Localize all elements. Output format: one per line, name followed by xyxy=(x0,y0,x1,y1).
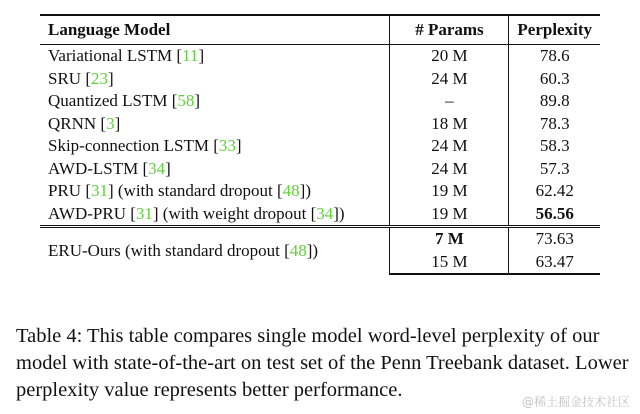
perplexity-cell: 78.6 xyxy=(539,46,570,66)
table-row xyxy=(40,135,600,158)
model-name-cell xyxy=(40,90,390,113)
model-name-cell xyxy=(40,158,390,181)
model-name-cell xyxy=(40,180,390,203)
ours-model-text: ERU-Ours (with standard dropout [ xyxy=(48,241,290,261)
perplexity-cell: 62.42 xyxy=(535,181,574,201)
table-row xyxy=(40,180,600,203)
params-cell: 24 M xyxy=(390,135,509,158)
model-name-text: ] xyxy=(114,113,121,133)
table-row-ours-1 xyxy=(40,227,600,251)
model-name-text: ] xyxy=(165,158,171,178)
table-caption: Table 4: This table compares single model word-level perplexity of our model with state-of-the-art on test set of the Penn Treebank dataset. Lower perplexity value represents better performance. xyxy=(16,325,629,401)
model-name-cell xyxy=(40,68,390,91)
header-params: # Params xyxy=(390,15,509,45)
model-name-text: ] xyxy=(198,46,205,66)
ours-body xyxy=(40,227,600,275)
model-name-text: PRU [ xyxy=(48,181,91,201)
ours-model-name xyxy=(40,227,390,275)
table-row xyxy=(40,113,600,136)
table-header-row xyxy=(40,15,600,45)
ours-params-1: 7 M xyxy=(390,227,509,251)
model-name-text: Variational LSTM [ xyxy=(48,46,183,66)
ours-citation-link[interactable]: 48 xyxy=(289,241,307,261)
model-name-text: ] xyxy=(107,68,114,88)
table-row xyxy=(40,158,600,181)
model-name-cell xyxy=(40,203,390,227)
citation-link[interactable]: 31 xyxy=(135,203,153,223)
model-name-text: Quantized LSTM [ xyxy=(48,91,178,111)
table-row xyxy=(40,45,600,68)
table-row xyxy=(40,68,600,91)
model-name-text: ]) xyxy=(299,181,311,201)
model-name-text: ]) xyxy=(333,203,345,223)
citation-link[interactable]: 33 xyxy=(218,136,236,156)
ours-perplexity-1: 73.63 xyxy=(509,227,600,251)
params-cell: 19 M xyxy=(390,203,509,227)
model-name-text: ] xyxy=(194,91,201,111)
perplexity-cell: 60.3 xyxy=(539,68,570,88)
header-perplexity: Perplexity xyxy=(509,15,600,45)
model-name-text: ] xyxy=(235,136,242,156)
results-table xyxy=(40,14,600,275)
model-name-text: SRU [ xyxy=(48,68,91,88)
citation-link[interactable]: 23 xyxy=(90,68,108,88)
citation-link[interactable]: 34 xyxy=(148,158,166,178)
model-name-cell xyxy=(40,45,390,68)
citation-link[interactable]: 11 xyxy=(182,46,199,66)
perplexity-cell: 56.56 xyxy=(535,203,574,223)
model-name-text: AWD-LSTM [ xyxy=(48,158,149,178)
model-name-text: ] (with standard dropout [ xyxy=(107,181,283,201)
ours-perplexity-2: 63.47 xyxy=(509,251,600,275)
params-cell: – xyxy=(390,90,509,113)
model-name-text: ] (with weight dropout [ xyxy=(152,203,317,223)
model-name-cell xyxy=(40,113,390,136)
params-cell: 20 M xyxy=(390,45,509,68)
perplexity-cell: 58.3 xyxy=(539,136,570,156)
results-table-container xyxy=(40,14,600,275)
params-cell: 18 M xyxy=(390,113,509,136)
perplexity-cell: 78.3 xyxy=(539,113,570,133)
header-language-model: Language Model xyxy=(40,15,390,45)
citation-link[interactable]: 3 xyxy=(106,113,115,133)
model-name-cell xyxy=(40,135,390,158)
model-name-text: QRNN [ xyxy=(48,113,107,133)
model-name-text: Skip-connection LSTM [ xyxy=(48,136,219,156)
watermark: @稀土掘金技术社区 xyxy=(521,395,630,409)
table-row xyxy=(40,90,600,113)
citation-link[interactable]: 58 xyxy=(177,91,195,111)
citation-link[interactable]: 48 xyxy=(282,181,300,201)
perplexity-cell: 89.8 xyxy=(539,91,570,111)
citation-link[interactable]: 31 xyxy=(90,181,108,201)
params-cell: 19 M xyxy=(390,180,509,203)
params-cell: 24 M xyxy=(390,68,509,91)
table-row xyxy=(40,203,600,227)
perplexity-cell: 57.3 xyxy=(539,158,570,178)
table-body xyxy=(40,45,600,227)
ours-model-text-end: ]) xyxy=(306,241,319,261)
model-name-text: AWD-PRU [ xyxy=(48,203,136,223)
ours-params-2: 15 M xyxy=(390,251,509,275)
citation-link[interactable]: 34 xyxy=(316,203,334,223)
params-cell: 24 M xyxy=(390,158,509,181)
